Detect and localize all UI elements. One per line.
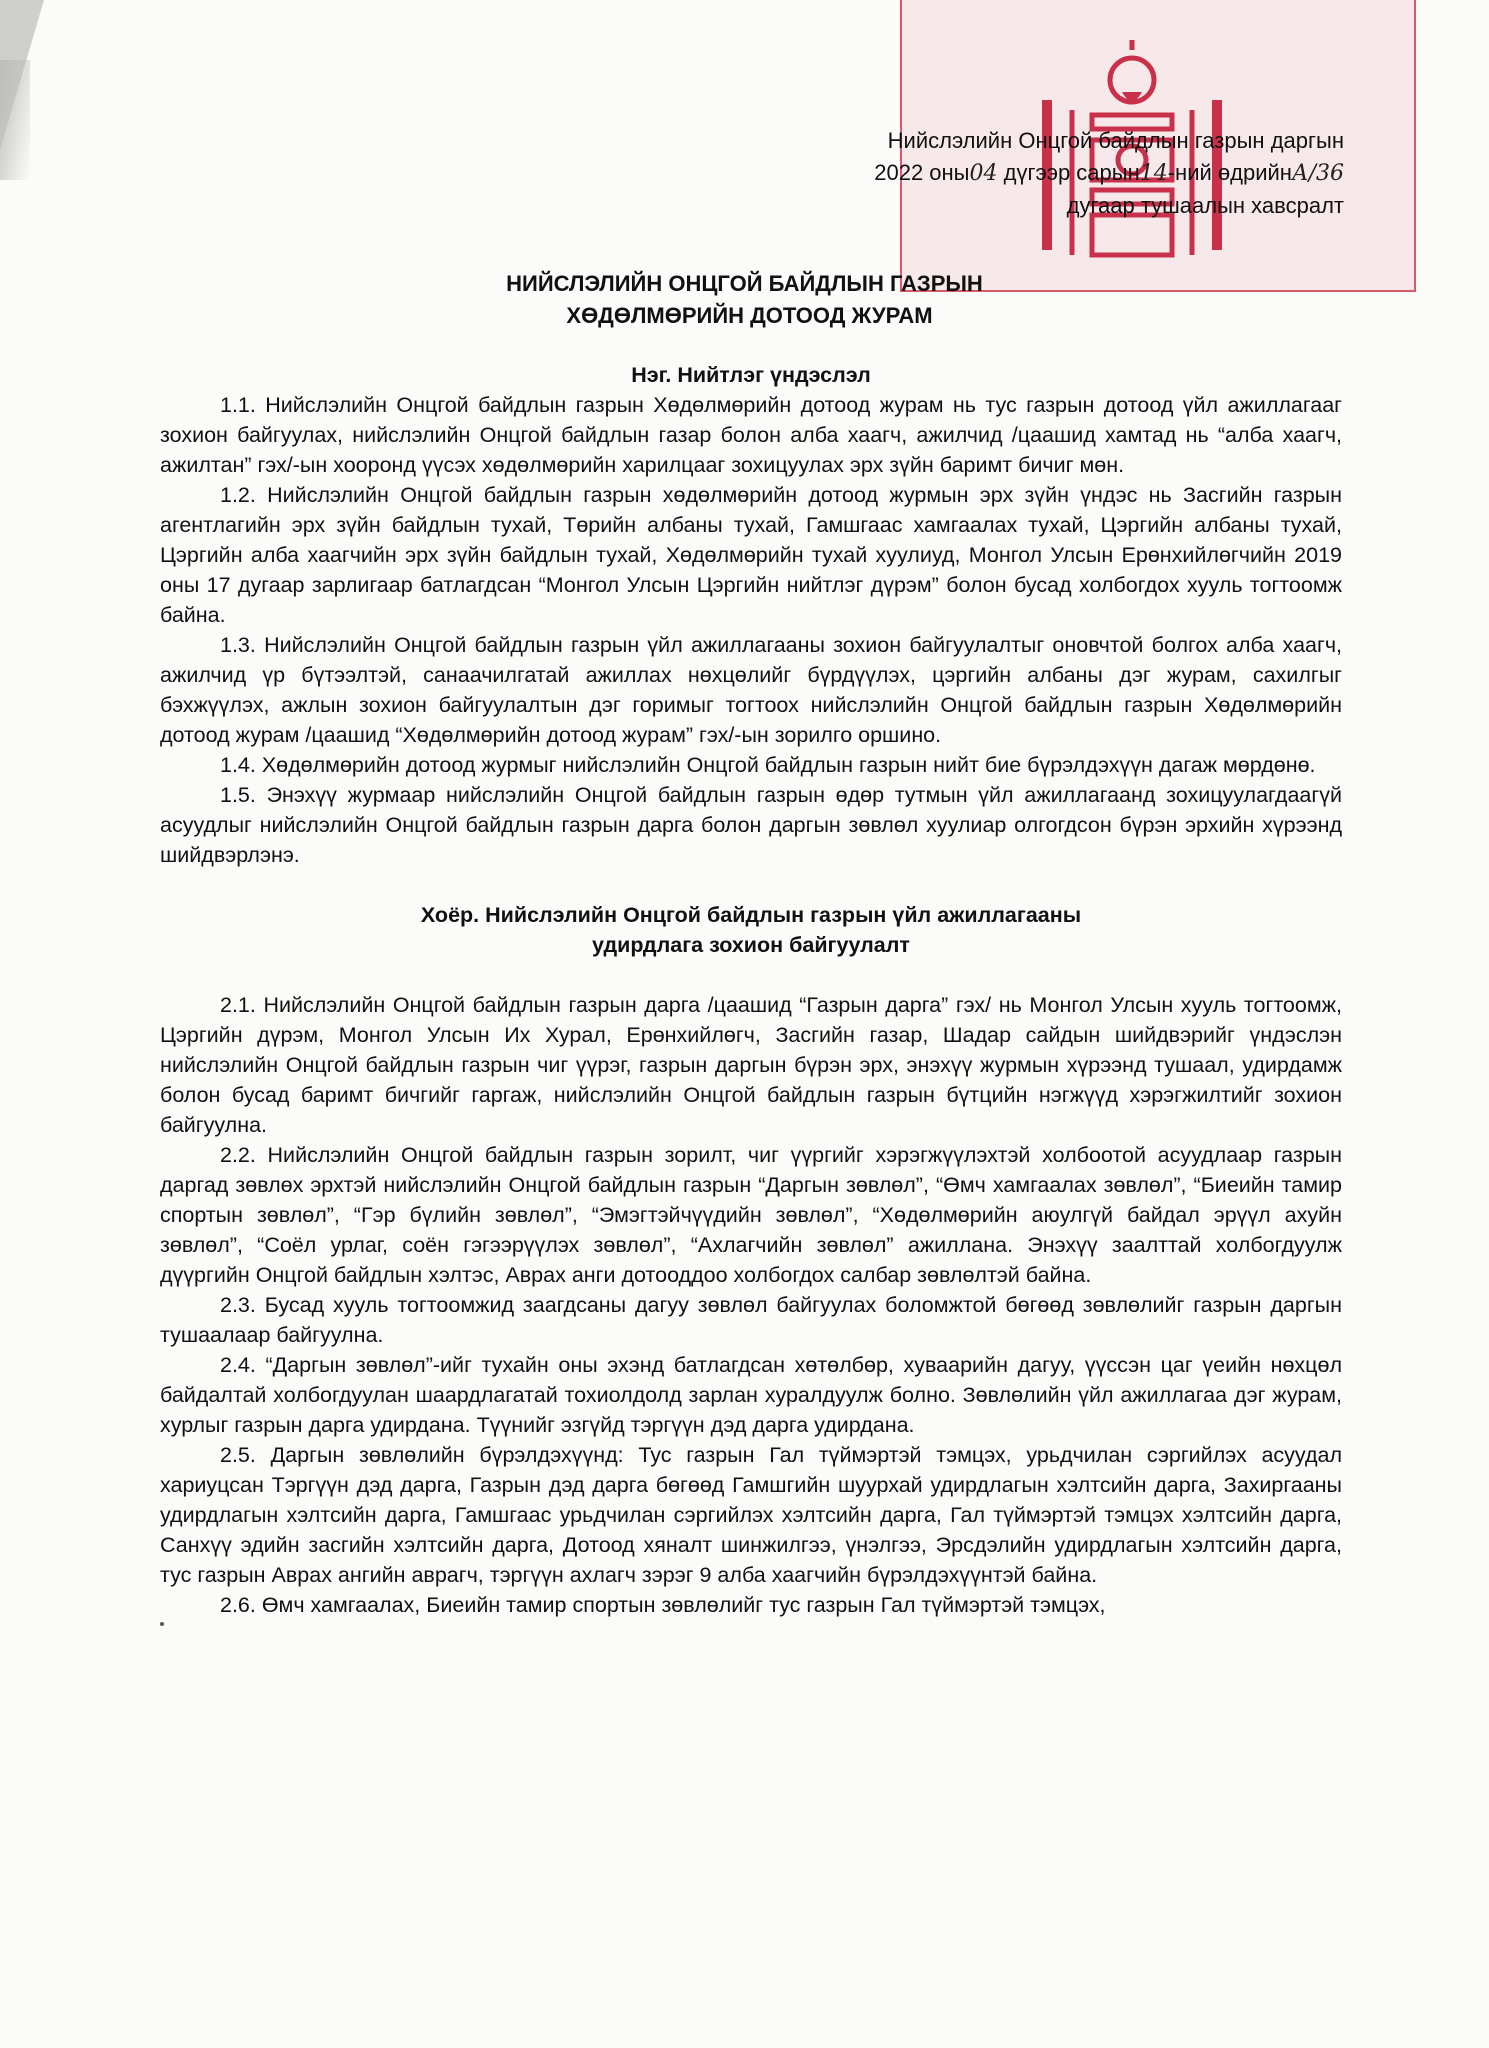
paragraph-2-3: 2.3. Бусад хууль тогтоомжид заагдсаны дагуу зөвлөл байгуулах боломжтой бөгөөд зөвлөлийг газрын даргын тушаалаар байгуулна. [160, 1293, 1342, 1347]
section-2-heading-line-1: Хоёр. Нийслэлийн Онцгой байдлын газрын үйл ажиллагааны [420, 903, 1082, 927]
annex-number: А/36 [1291, 161, 1344, 186]
paragraph-1-2: 1.2. Нийслэлийн Онцгой байдлын газрын хөдөлмөрийн дотоод журмын эрх зүйн үндэс нь Засгийн газрын агентлагийн эрх зүйн байдлын тухай, Төрийн албаны тухай, Гамшгаас хамгаалах тухай, Цэргийн албаны тухай, Цэргийн алба хаагчийн эрх зүйн байдлын тухай, Хөдөлмөрийн тухай хуулиуд, Монгол Улсын Ерөнхийлөгчийн 2019 оны 17 дугаар зарлигаар батлагдсан “Монгол Улсын Цэргийн нийтлэг дүрэм” болон бусад холбогдох хууль тогтоомж байна. [160, 483, 1342, 627]
paragraph-1-5: 1.5. Энэхүү журмаар нийслэлийн Онцгой байдлын газрын өдөр тутмын үйл ажиллагаанд зохицуулагдаагүй асуудлыг нийслэлийн Онцгой байдлын газрын дарга болон даргын зөвлөл хуулиар олгогдсон бүрэн эрхийн хүрээнд шийдвэрлэнэ. [160, 783, 1342, 867]
paragraph-2-6: 2.6. Өмч хамгаалах, Биеийн тамир спортын зөвлөлийг тус газрын Гал түймэртэй тэмцэх, [220, 1593, 1106, 1617]
paragraph-1-4: 1.4. Хөдөлмөрийн дотоод журмыг нийслэлийн Онцгой байдлын газрын нийт бие бүрэлдэхүүн дагаж мөрдөнө. [220, 753, 1316, 777]
page-corner-shadow [0, 60, 30, 180]
paragraph-2-4: 2.4. “Даргын зөвлөл”-ийг тухайн оны эхэнд батлагдсан хөтөлбөр, хуваарийн дагуу, үүссэн цаг үеийн нөхцөл байдалтай холбогдуулан шаардлагатай тохиолдолд зарлан хуралдуулж болно. Зөвлөлийн үйл ажиллагаа дэг журам, хурлыг газрын дарга удирдана. Түүнийг эзгүйд тэргүүн дэд дарга удирдана. [160, 1353, 1342, 1437]
paragraph-2-1: 2.1. Нийслэлийн Онцгой байдлын газрын дарга /цаашид “Газрын дарга” гэх/ нь Монгол Улсын хууль тогтоомж, Цэргийн дүрэм, Монгол Улсын Их Хурал, Ерөнхийлөгч, Засгийн газар, Шадар сайдын шийдвэрийг үндэслэн нийслэлийн Онцгой байдлын газрын чиг үүрэг, газрын даргын бүрэн эрх, энэхүү журмын хүрээнд тушаал, удирдамж болон бусад баримт бичгийг гаргаж, нийслэлийн Онцгой байдлын газрын бүтцийн нэгжүүд хэрэгжилтийг зохион байгуулна. [160, 993, 1342, 1137]
annex-line-2 [744, 157, 1344, 190]
scan-speck [160, 1622, 164, 1626]
title-line-2: ХӨДӨЛМӨРИЙН ДОТООД ЖУРАМ [566, 303, 933, 328]
document-body [160, 360, 1342, 1620]
annex-day: 14 [1139, 161, 1168, 186]
annex-day-label: -ний өдрийн [1167, 160, 1292, 185]
section-1-heading: Нэг. Нийтлэг үндэслэл [631, 363, 871, 387]
annex-line-1: Нийслэлийн Онцгой байдлын газрын даргын [887, 128, 1344, 153]
annex-month-label: дүгээр сарын [1003, 160, 1140, 185]
annex-year: 2022 оны [874, 160, 970, 185]
paragraph-1-1: 1.1. Нийслэлийн Онцгой байдлын газрын Хөдөлмөрийн дотоод журам нь тус газрын дотоод үйл ажиллагааг зохион байгуулах, нийслэлийн Онцгой байдлын газар болон алба хаагч, ажилчид /цаашид хамтад нь “алба хаагч, ажилтан” гэх/-ын хооронд үүсэх хөдөлмөрийн харилцааг зохицуулах эрх зүйн баримт бичиг мөн. [160, 393, 1342, 477]
paragraph-2-5: 2.5. Даргын зөвлөлийн бүрэлдэхүүнд: Тус газрын Гал түймэртэй тэмцэх, урьдчилан сэргийлэх асуудал хариуцсан Тэргүүн дэд дарга, Газрын дэд дарга бөгөөд Гамшгийн шуурхай удирдлагын хэлтсийн дарга, Захиргааны удирдлагын хэлтсийн дарга, Гамшгаас урьдчилан сэргийлэх хэлтсийн дарга, Гал түймэртэй тэмцэх хэлтсийн дарга, Санхүү эдийн засгийн хэлтсийн дарга, Дотоод хяналт шинжилгээ, үнэлгээ, Эрсдэлийн удирдлагын хэлтсийн дарга, тус газрын Аврах ангийн аврагч, тэргүүн ахлагч зэрэг 9 алба хаагчийн бүрэлдэхүүнтэй байна. [160, 1443, 1342, 1587]
annex-header [744, 125, 1344, 222]
document-title [0, 268, 1489, 332]
section-2-heading-line-2: удирдлага зохион байгуулалт [592, 933, 910, 957]
annex-month: 04 [969, 161, 998, 186]
annex-line-3: дугаар тушаалын хавсралт [1066, 193, 1344, 218]
paragraph-1-3: 1.3. Нийслэлийн Онцгой байдлын газрын үйл ажиллагааны зохион байгуулалтыг оновчтой болгох алба хаагч, ажилчид үр бүтээлтэй, санаачилгатай ажиллах нөхцөлийг бүрдүүлэх, цэргийн албаны дэг журам, сахилгыг бэхжүүлэх, ажлын зохион байгуулалтын дэг горимыг тогтоох нийслэлийн Онцгой байдлын газрын Хөдөлмөрийн дотоод журам /цаашид “Хөдөлмөрийн дотоод журам” гэх/-ын зорилго оршино. [160, 633, 1342, 747]
paragraph-2-2: 2.2. Нийслэлийн Онцгой байдлын газрын зорилт, чиг үүргийг хэрэгжүүлэхтэй холбоотой асуудлаар газрын даргад зөвлөх эрхтэй нийслэлийн Онцгой байдлын газрын “Даргын зөвлөл”, “Өмч хамгаалах зөвлөл”, “Биеийн тамир спортын зөвлөл”, “Гэр бүлийн зөвлөл”, “Эмэгтэйчүүдийн зөвлөл”, “Хөдөлмөрийн аюулгүй байдал эрүүл ахуйн зөвлөл”, “Соёл урлаг, соён гэгээрүүлэх зөвлөл”, “Ахлагчийн зөвлөл” ажиллана. Энэхүү заалттай холбогдуулж дүүргийн Онцгой байдлын хэлтэс, Аврах анги дотооддоо холбогдох салбар зөвлөлтэй байна. [160, 1143, 1342, 1287]
title-line-1: НИЙСЛЭЛИЙН ОНЦГОЙ БАЙДЛЫН ГАЗРЫН [506, 271, 983, 296]
